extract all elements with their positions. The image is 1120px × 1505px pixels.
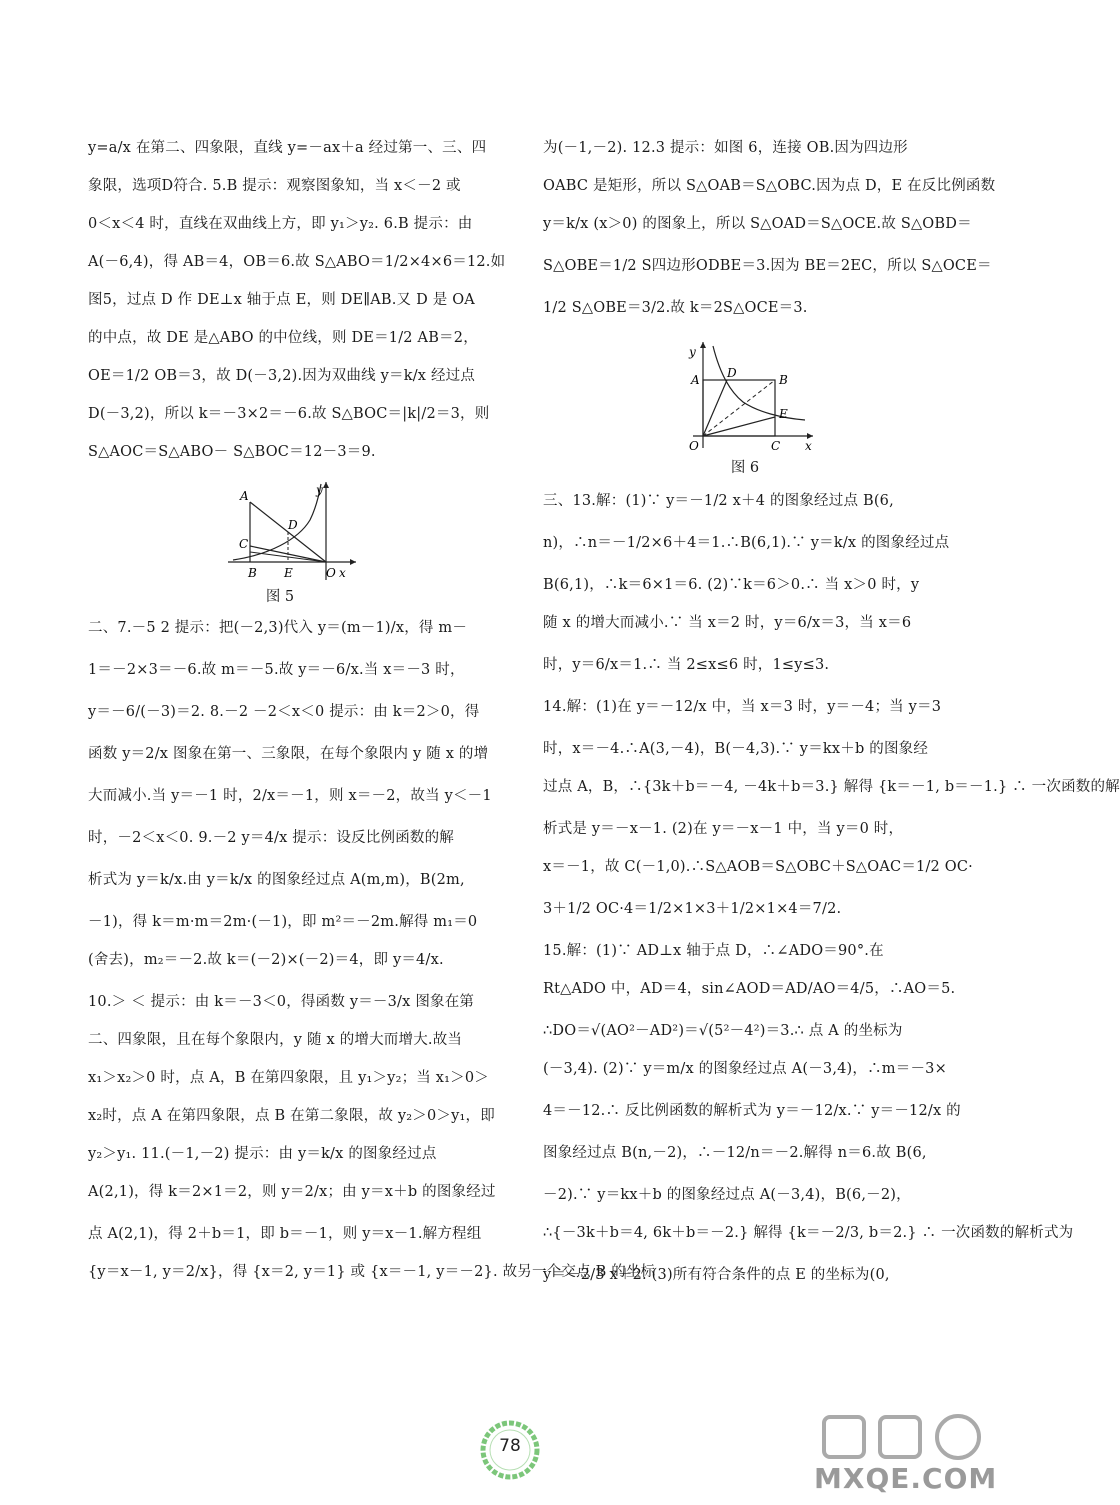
text-line: 1/2 S△OBE＝3/2.故 k＝2S△OCE＝3. [543,300,808,316]
right-column [543,138,1120,1307]
text-line: S△OBE＝1/2 S四边形ODBE＝3.因为 BE＝2EC，所以 S△OCE＝ [543,258,992,274]
figure-6-caption: 图 6 [730,460,760,476]
label-A: A [691,373,700,387]
text-line: OABC 是矩形，所以 S△OAB＝S△OBC.因为点 D，E 在反比例函数 [543,178,996,194]
figure-6-graph [543,340,951,456]
label-B: B [248,566,257,580]
text-line: y＝k/x (x＞0) 的图象上，所以 S△OAD＝S△OCE.故 S△OBD＝ [543,216,972,232]
text-line: Rt△ADO 中，AD＝4，sin∠AOD＝AD/AO＝4/5，∴AO＝5. [543,981,956,997]
figure-5-caption: 图 5 [265,589,295,605]
label-E: E [284,566,293,580]
text-line: 图象经过点 B(n,－2)，∴－12/n＝－2.解得 n＝6.故 B(6, [543,1145,927,1161]
text-line: 象限，选项D符合. 5.B 提示：观察图象知，当 x＜－2 或 [88,178,461,194]
label-x: x [805,439,812,453]
text-line: 随 x 的增大而减小.∵ 当 x＝2 时，y＝6/x＝3，当 x＝6 [543,615,912,631]
label-E: E [779,407,788,421]
page-number: 78 [499,1436,521,1456]
text-line: 时，x＝－4.∴A(3,－4)，B(－4,3).∵ y＝kx＋b 的图象经 [543,741,929,757]
text-line: 点 A(2,1)，得 2＋b＝1，即 b＝－1，则 y＝x－1.解方程组 [88,1226,482,1242]
figure-5 [88,480,496,612]
text-line: 函数 y＝2/x 图象在第一、三象限，在每个象限内 y 随 x 的增 [88,746,489,762]
text-line: －2).∵ y＝kx＋b 的图象经过点 A(－3,4)，B(6,－2)， [543,1187,911,1203]
text-line: x₂时，点 A 在第四象限，点 B 在第二象限，故 y₂＞0＞y₁，即 [88,1108,495,1124]
text-line: 14.解：(1)在 y＝－12/x 中，当 x＝3 时，y＝－4；当 y＝3 [543,699,942,715]
label-A: A [240,489,249,503]
label-B: B [779,373,788,387]
text-line: 时，y＝6/x＝1.∴ 当 2≤x≤6 时，1≤y≤3. [543,657,830,673]
text-line: {y＝x－1, y＝2/x}，得 {x＝2, y＝1} 或 {x＝－1, y＝－2}. 故另一个交点 B 的坐标 [88,1264,656,1280]
text-line: 大而减小.当 y＝－1 时，2/x＝－1，则 x＝－2，故当 y＜－1 [88,788,492,804]
text-line: y₂＞y₁. 11.(－1,－2) 提示：由 y＝k/x 的图象经过点 [88,1146,437,1162]
label-D: D [727,366,737,380]
text-line: 0＜x＜4 时，直线在双曲线上方，即 y₁＞y₂. 6.B 提示：由 [88,216,473,232]
text-line: OE＝1/2 OB＝3，故 D(－3,2).因为双曲线 y＝k/x 经过点 [88,368,476,384]
text-line: 析式为 y＝k/x.由 y＝k/x 的图象经过点 A(m,m)，B(2m, [88,872,465,888]
text-line: 过点 A，B，∴{3k＋b＝－4, －4k＋b＝3.} 解得 {k＝－1, b＝－1.} ∴ 一次函数的解 [543,779,1120,795]
text-line: ∴{－3k＋b＝4, 6k＋b＝－2.} 解得 {k＝－2/3, b＝2.} ∴ 一次函数的解析式为 [543,1225,1074,1241]
watermark [814,1411,998,1497]
text-line: 三、13.解：(1)∵ y＝－1/2 x＋4 的图象经过点 B(6, [543,493,894,509]
watermark-logo-icon [814,1411,990,1469]
text-line: (舍去)，m₂＝－2.故 k＝(－2)×(－2)＝4，即 y＝4/x. [88,952,444,968]
text-line: x＝－1，故 C(－1,0).∴S△AOB＝S△OBC＋S△OAC＝1/2 OC· [543,859,973,875]
page-number-badge [478,1418,542,1482]
text-line: A(2,1)，得 k＝2×1＝2，则 y＝2/x；由 y＝x＋b 的图象经过 [88,1184,496,1200]
text-line: 二、四象限，且在每个象限内，y 随 x 的增大而增大.故当 [88,1032,463,1048]
text-line: A(－6,4)，得 AB＝4，OB＝6.故 S△ABO＝1/2×4×6＝12.如 [88,254,506,270]
text-line: 3＋1/2 OC·4＝1/2×1×3＋1/2×1×4＝7/2. [543,901,842,917]
watermark-text: MXQE.COM [814,1462,998,1495]
text-line: 的中点，故 DE 是△ABO 的中位线，则 DE＝1/2 AB＝2， [88,330,478,346]
text-line: B(6,1)，∴k＝6×1＝6. (2)∵k＝6＞0.∴ 当 x＞0 时，y [543,577,920,593]
text-line: y＝－2/3 x＋2. (3)所有符合条件的点 E 的坐标为(0, [543,1267,890,1283]
label-C: C [239,537,249,551]
text-line: S△AOC＝S△ABO－ S△BOC＝12－3＝9. [88,444,376,460]
label-x: x [339,566,346,580]
text-line: 1＝－2×3＝－6.故 m＝－5.故 y＝－6/x.当 x＝－3 时， [88,662,465,678]
figure-6 [543,340,951,485]
text-line: －1)，得 k＝m·m＝2m·(－1)，即 m²＝－2m.解得 m₁＝0 [88,914,478,930]
text-line: 4＝－12.∴ 反比例函数的解析式为 y＝－12/x.∵ y＝－12/x 的 [543,1103,961,1119]
label-C: C [771,439,781,453]
text-line: x₁＞x₂＞0 时，点 A，B 在第四象限，且 y₁＞y₂；当 x₁＞0＞ [88,1070,490,1086]
text-line: y＝－6/(－3)＝2. 8.－2 －2＜x＜0 提示：由 k＝2＞0，得 [88,704,480,720]
text-line: 二、7.－5 2 提示：把(－2,3)代入 y＝(m－1)/x，得 m－ [88,620,468,636]
text-line: 时，－2＜x＜0. 9.－2 y＝4/x 提示：设反比例函数的解 [88,830,455,846]
label-y: y [689,345,696,359]
text-line: D(－3,2)，所以 k＝－3×2＝－6.故 S△BOC＝|k|/2＝3，则 [88,406,490,422]
text-line: 为(－1,－2). 12.3 提示：如图 6，连接 OB.因为四边形 [543,140,908,156]
label-O: O [689,439,699,453]
left-column [88,138,656,1304]
label-O: O [326,566,336,580]
text-line: n)，∴n＝－1/2×6＋4＝1.∴B(6,1).∵ y＝k/x 的图象经过点 [543,535,950,551]
label-D: D [288,518,298,532]
text-line: (－3,4). (2)∵ y＝m/x 的图象经过点 A(－3,4)，∴m＝－3× [543,1061,947,1077]
text-line: 15.解：(1)∵ AD⊥x 轴于点 D，∴∠ADO＝90°.在 [543,943,884,959]
label-y: y [316,483,323,497]
text-line: 析式是 y＝－x－1. (2)在 y＝－x－1 中，当 y＝0 时， [543,821,904,837]
text-line: y=a/x 在第二、四象限，直线 y=－ax＋a 经过第一、三、四 [88,140,487,156]
text-line: ∴DO＝√(AO²－AD²)＝√(5²－4²)＝3.∴ 点 A 的坐标为 [543,1023,903,1039]
text-line: 10.＞ ＜ 提示：由 k＝－3＜0，得函数 y＝－3/x 图象在第 [88,994,475,1010]
figure-5-graph [88,480,496,585]
text-line: 图5，过点 D 作 DE⊥x 轴于点 E，则 DE∥AB.又 D 是 OA [88,292,475,308]
